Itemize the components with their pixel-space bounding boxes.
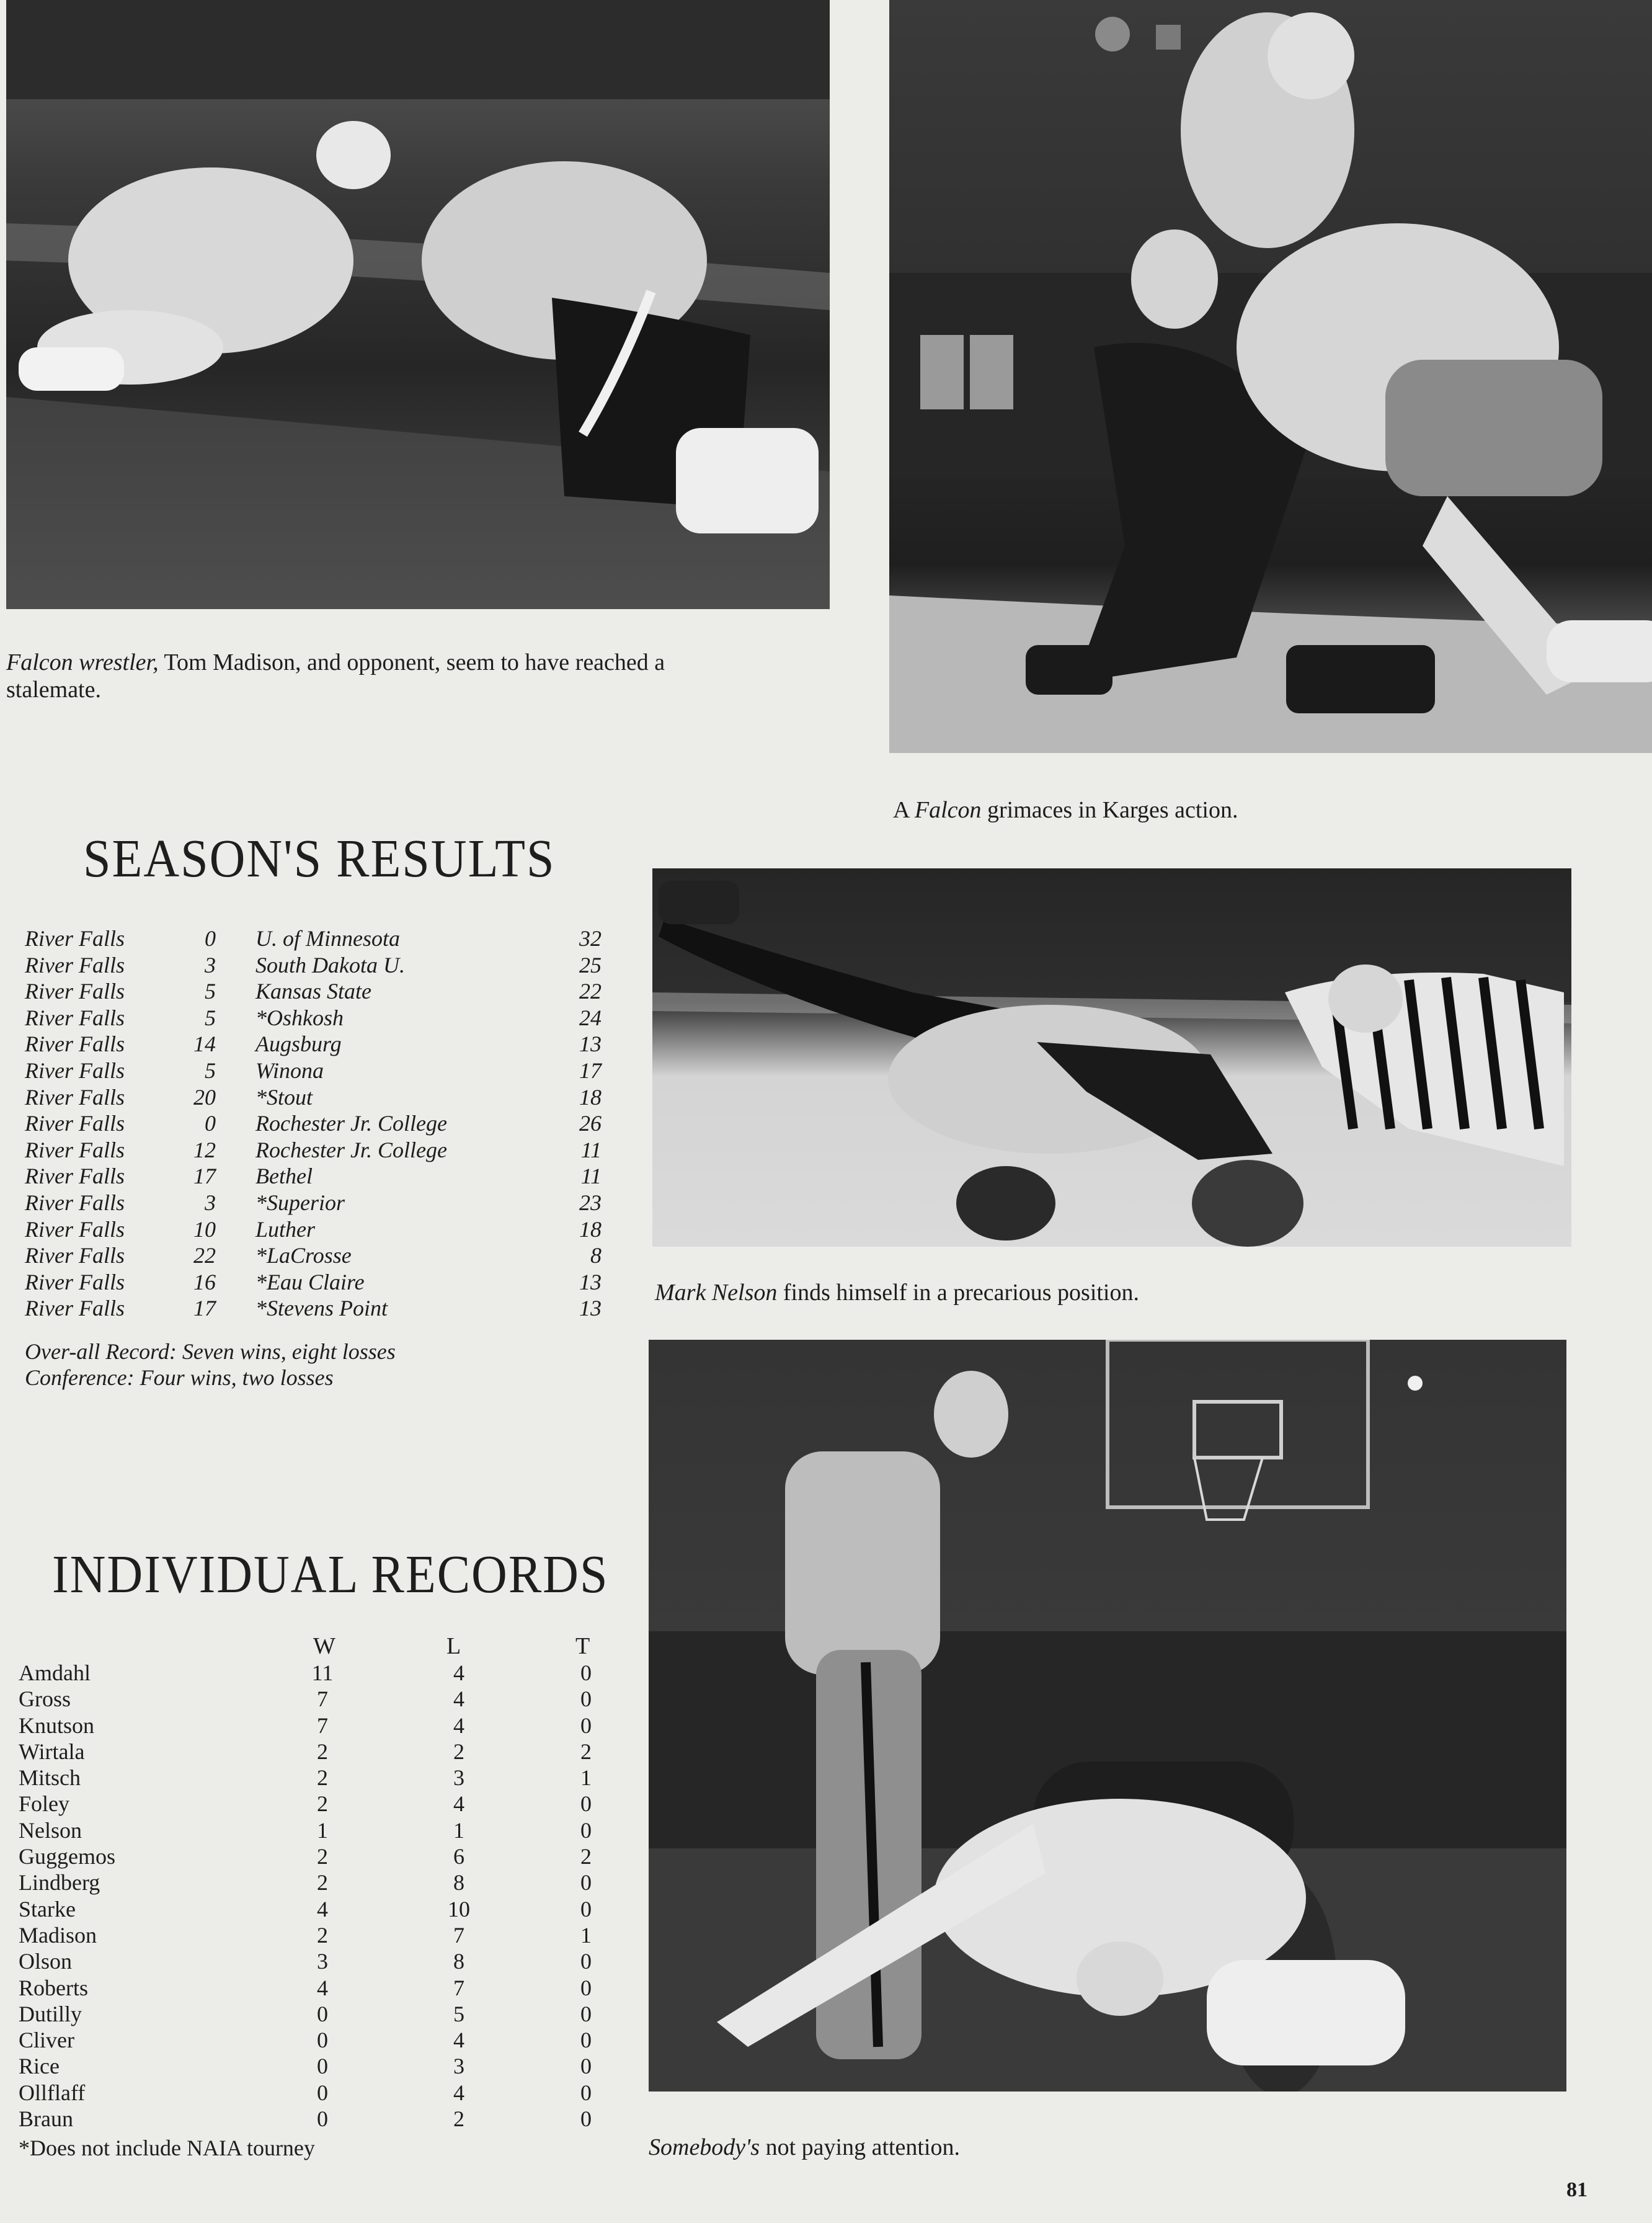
- photo-precarious-position: [652, 868, 1571, 1247]
- result-team: River Falls: [25, 1058, 125, 1083]
- result-opponent: South Dakota U.: [255, 952, 405, 978]
- result-team: River Falls: [25, 1111, 125, 1136]
- result-score: 14: [193, 1031, 216, 1057]
- result-opponent-score: 22: [579, 979, 602, 1004]
- record-name: Roberts: [19, 1975, 88, 2000]
- result-opponent-score: 13: [579, 1269, 602, 1294]
- result-opponent: *LaCrosse: [255, 1243, 352, 1268]
- result-team: River Falls: [25, 1031, 125, 1057]
- record-losses: 4: [453, 1713, 464, 1738]
- individual-records-header: [19, 1633, 614, 1660]
- result-team: River Falls: [25, 979, 125, 1004]
- result-row: [25, 925, 608, 952]
- record-wins: 3: [317, 1949, 328, 1974]
- record-ties: 0: [580, 2054, 592, 2079]
- record-row: [19, 1791, 614, 1817]
- record-row: [19, 2106, 614, 2132]
- result-opponent: U. of Minnesota: [255, 926, 400, 951]
- result-score: 17: [193, 1164, 216, 1189]
- result-score: 17: [193, 1296, 216, 1321]
- record-wins: 2: [317, 1739, 328, 1764]
- record-name: Lindberg: [19, 1870, 100, 1896]
- page-number: 81: [1566, 2178, 1588, 2201]
- individual-records-heading: INDIVIDUAL RECORDS: [52, 1545, 609, 1605]
- record-name: Madison: [19, 1922, 97, 1948]
- season-results-table: [25, 925, 608, 1322]
- record-ties: 0: [580, 1660, 592, 1685]
- record-losses: 4: [453, 2080, 464, 2105]
- record-wins: 7: [317, 1713, 328, 1738]
- record-ties: 0: [580, 1896, 592, 1922]
- result-opponent: Augsburg: [255, 1031, 342, 1057]
- record-losses: 7: [453, 1922, 464, 1948]
- result-row: [25, 1163, 608, 1190]
- result-row: [25, 978, 608, 1005]
- record-row: [19, 2001, 614, 2027]
- record-name: Braun: [19, 2106, 73, 2132]
- record-row: [19, 1660, 614, 1686]
- result-team: River Falls: [25, 1164, 125, 1189]
- result-opponent: *Stout: [255, 1084, 313, 1110]
- naia-footnote: *Does not include NAIA tourney: [19, 2136, 315, 2160]
- record-ties: 0: [580, 1791, 592, 1817]
- record-ties: 0: [580, 1870, 592, 1896]
- result-opponent: Kansas State: [255, 979, 372, 1004]
- result-opponent: Luther: [255, 1216, 316, 1242]
- record-name: Dutilly: [19, 2001, 82, 2026]
- result-opponent-score: 13: [579, 1296, 602, 1321]
- record-name: Cliver: [19, 2028, 74, 2053]
- result-score: 0: [205, 926, 216, 951]
- result-opponent-score: 17: [579, 1058, 602, 1083]
- record-ties: 0: [580, 1817, 592, 1843]
- record-ties: 0: [580, 1686, 592, 1712]
- record-wins: 0: [317, 2001, 328, 2026]
- record-ties: 0: [580, 2080, 592, 2105]
- result-team: River Falls: [25, 1137, 125, 1162]
- result-opponent: *Superior: [255, 1190, 345, 1215]
- record-row: [19, 1948, 614, 1974]
- record-wins: 2: [317, 1765, 328, 1791]
- record-losses: 6: [453, 1844, 464, 1869]
- record-ties: 2: [580, 1739, 592, 1764]
- record-name: Foley: [19, 1791, 70, 1817]
- record-wins: 7: [317, 1686, 328, 1712]
- record-ties: 0: [580, 1975, 592, 2000]
- record-losses: 2: [453, 1739, 464, 1764]
- record-row: [19, 1739, 614, 1765]
- result-score: 10: [193, 1216, 216, 1242]
- record-wins: 0: [317, 2054, 328, 2079]
- record-row: [19, 2027, 614, 2053]
- result-score: 5: [205, 979, 216, 1004]
- record-row: [19, 1817, 614, 1843]
- record-losses: 4: [453, 1660, 464, 1685]
- record-row: [19, 1922, 614, 1948]
- record-ties: 1: [580, 1765, 592, 1791]
- record-name: Wirtala: [19, 1739, 85, 1764]
- result-score: 5: [205, 1058, 216, 1083]
- record-name: Mitsch: [19, 1765, 81, 1791]
- record-wins: 11: [311, 1660, 334, 1685]
- record-wins: 0: [317, 2080, 328, 2105]
- result-opponent-score: 26: [579, 1111, 602, 1136]
- result-opponent: Rochester Jr. College: [255, 1111, 447, 1136]
- result-row: [25, 1005, 608, 1031]
- result-opponent-score: 32: [579, 926, 602, 951]
- result-opponent-score: 18: [579, 1084, 602, 1110]
- result-opponent: Bethel: [255, 1164, 313, 1189]
- record-losses: 1: [453, 1817, 464, 1843]
- result-score: 5: [205, 1005, 216, 1030]
- record-losses: 8: [453, 1870, 464, 1896]
- result-opponent-score: 25: [579, 952, 602, 978]
- photo-stalemate: [6, 0, 830, 609]
- record-wins: 4: [317, 1975, 328, 2000]
- record-losses: 4: [453, 1791, 464, 1817]
- record-name: Gross: [19, 1686, 71, 1712]
- result-team: River Falls: [25, 1243, 125, 1268]
- record-losses: 2: [453, 2106, 464, 2132]
- record-wins: 4: [317, 1896, 328, 1922]
- record-name: Nelson: [19, 1817, 82, 1843]
- result-team: River Falls: [25, 1190, 125, 1215]
- result-row: [25, 1295, 608, 1322]
- record-ties: 2: [580, 1844, 592, 1869]
- result-row: [25, 1190, 608, 1216]
- result-opponent-score: 8: [590, 1243, 602, 1268]
- individual-records-table: [19, 1660, 614, 2132]
- record-row: [19, 1843, 614, 1869]
- result-opponent-score: 13: [579, 1031, 602, 1057]
- record-wins: 2: [317, 1791, 328, 1817]
- result-opponent-score: 11: [580, 1137, 602, 1162]
- record-losses: 3: [453, 2054, 464, 2079]
- result-row: [25, 1058, 608, 1084]
- result-score: 3: [205, 1190, 216, 1215]
- record-losses: 10: [448, 1896, 470, 1922]
- record-ties: 0: [580, 2028, 592, 2053]
- result-score: 22: [193, 1243, 216, 1268]
- record-row: [19, 2053, 614, 2079]
- result-opponent-score: 23: [579, 1190, 602, 1215]
- record-name: Starke: [19, 1896, 76, 1922]
- record-name: Guggemos: [19, 1844, 115, 1869]
- record-row: [19, 1896, 614, 1922]
- result-row: [25, 1110, 608, 1137]
- result-opponent: Winona: [255, 1058, 324, 1083]
- record-ties: 0: [580, 2001, 592, 2026]
- result-opponent: *Stevens Point: [255, 1296, 388, 1321]
- record-losses: 4: [453, 1686, 464, 1712]
- photo-stalemate-caption: Falcon wrestler, Tom Madison, and opponent, seem to have reached a stalemate.: [6, 649, 665, 703]
- result-row: [25, 1216, 608, 1243]
- result-team: River Falls: [25, 1296, 125, 1321]
- record-ties: 0: [580, 1949, 592, 1974]
- record-wins: 0: [317, 2028, 328, 2053]
- result-opponent-score: 24: [579, 1005, 602, 1030]
- photo-not-paying-attention: [649, 1340, 1566, 2092]
- result-score: 16: [193, 1269, 216, 1294]
- col-ties: T: [575, 1633, 590, 1659]
- result-row: [25, 1137, 608, 1164]
- result-team: River Falls: [25, 1216, 125, 1242]
- record-ties: 1: [580, 1922, 592, 1948]
- record-name: Knutson: [19, 1713, 95, 1738]
- record-losses: 4: [453, 2028, 464, 2053]
- record-losses: 7: [453, 1975, 464, 2000]
- result-team: River Falls: [25, 1084, 125, 1110]
- record-wins: 2: [317, 1844, 328, 1869]
- conference-record: Conference: Four wins, two losses: [25, 1365, 334, 1390]
- record-row: [19, 1765, 614, 1791]
- result-row: [25, 1084, 608, 1111]
- result-row: [25, 1031, 608, 1058]
- result-opponent-score: 18: [579, 1216, 602, 1242]
- record-wins: 2: [317, 1870, 328, 1896]
- record-row: [19, 1713, 614, 1739]
- result-team: River Falls: [25, 1269, 125, 1294]
- result-opponent: Rochester Jr. College: [255, 1137, 447, 1162]
- result-opponent: *Eau Claire: [255, 1269, 365, 1294]
- season-results-heading: SEASON'S RESULTS: [83, 829, 556, 889]
- record-wins: 0: [317, 2106, 328, 2132]
- overall-record: Over-all Record: Seven wins, eight losses: [25, 1339, 396, 1364]
- photo-precarious-caption: Mark Nelson finds himself in a precarious position.: [655, 1280, 1139, 1306]
- result-score: 0: [205, 1111, 216, 1136]
- record-row: [19, 2080, 614, 2106]
- col-losses: L: [446, 1633, 461, 1659]
- result-team: River Falls: [25, 952, 125, 978]
- record-wins: 1: [317, 1817, 328, 1843]
- result-row: [25, 1242, 608, 1269]
- photo-karges-action: [889, 0, 1652, 753]
- record-wins: 2: [317, 1922, 328, 1948]
- result-team: River Falls: [25, 926, 125, 951]
- result-row: [25, 1269, 608, 1296]
- record-losses: 5: [453, 2001, 464, 2026]
- record-ties: 0: [580, 1713, 592, 1738]
- photo-karges-caption: A Falcon grimaces in Karges action.: [893, 797, 1238, 823]
- record-row: [19, 1686, 614, 1712]
- result-opponent-score: 11: [580, 1164, 602, 1189]
- result-score: 20: [193, 1084, 216, 1110]
- record-name: Amdahl: [19, 1660, 91, 1685]
- result-team: River Falls: [25, 1005, 125, 1030]
- result-score: 3: [205, 952, 216, 978]
- photo-attention-caption: Somebody's not paying attention.: [649, 2134, 961, 2160]
- result-row: [25, 952, 608, 979]
- record-ties: 0: [580, 2106, 592, 2132]
- result-score: 12: [193, 1137, 216, 1162]
- col-wins: W: [313, 1633, 335, 1659]
- record-row: [19, 1975, 614, 2001]
- record-name: Ollflaff: [19, 2080, 86, 2105]
- result-opponent: *Oshkosh: [255, 1005, 344, 1030]
- record-name: Rice: [19, 2054, 60, 2079]
- record-losses: 3: [453, 1765, 464, 1791]
- record-losses: 8: [453, 1949, 464, 1974]
- record-name: Olson: [19, 1949, 73, 1974]
- record-row: [19, 1869, 614, 1896]
